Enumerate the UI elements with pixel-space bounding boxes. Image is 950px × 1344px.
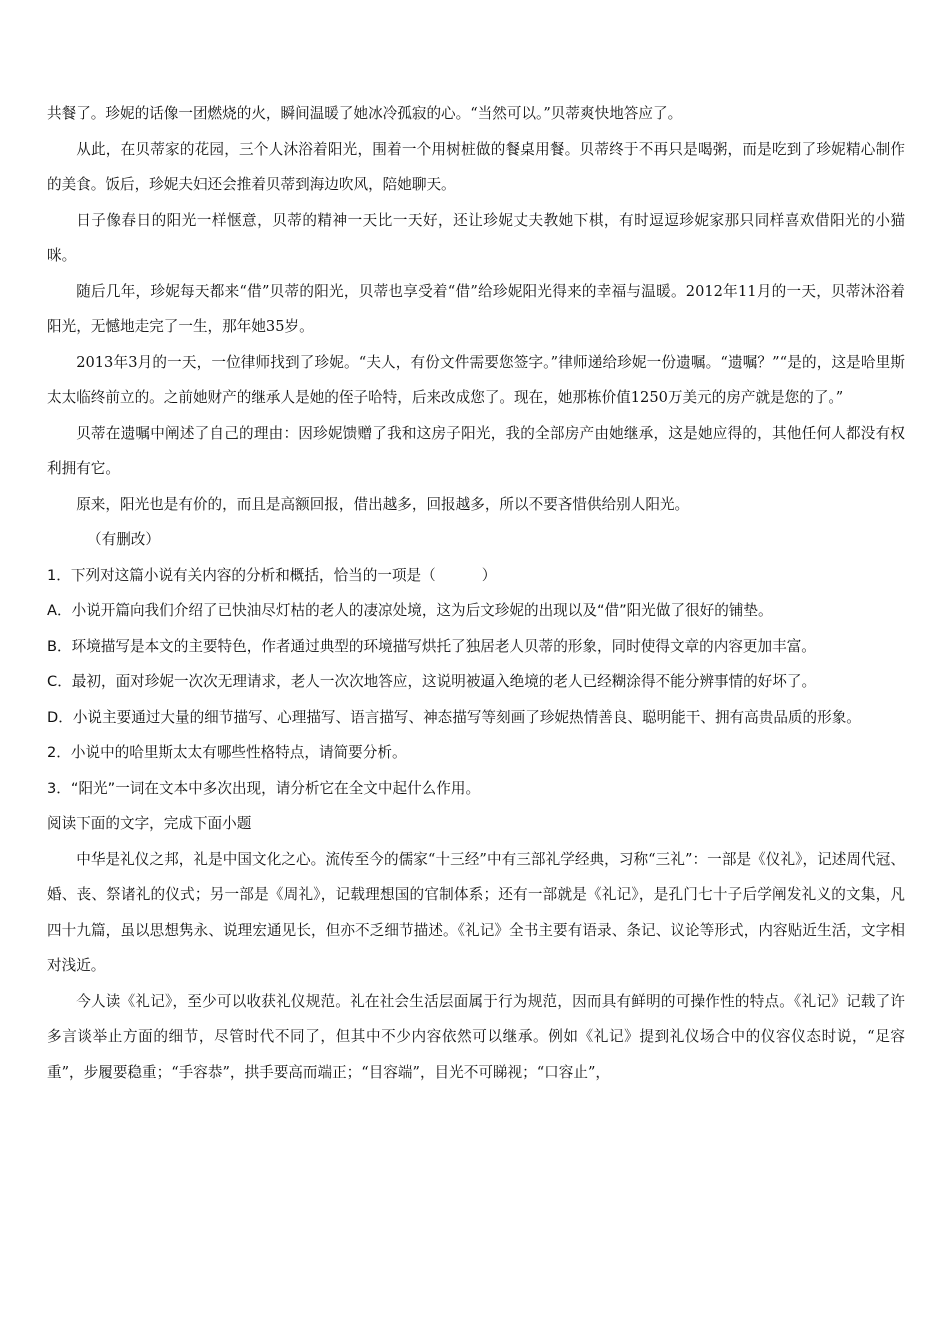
edit-note: （有删改） [87, 531, 160, 548]
story-paragraph: 随后几年，珍妮每天都来“借”贝蒂的阳光，贝蒂也享受着“借”给珍妮阳光得来的幸福与温暖。2012年11月的一天，贝蒂沐浴着阳光，无憾地走完了一生，那年她35岁。 [47, 282, 905, 335]
question-1 [47, 558, 905, 594]
essay-paragraph: 今人读《礼记》，至少可以收获礼仪规范。礼在社会生活层面属于行为规范，因而具有鲜明的可操作性的特点。《礼记》记载了许多言谈举止方面的细节，尽管时代不同了，但其中不少内容依然可以继承。例如《礼记》提到礼仪场合中的仪容仪态时说，“足容重”，步履要稳重；“手容恭”，拱手要高而端正；“目容端”，目光不可睇视；“口容止”， [47, 992, 905, 1081]
option-c: C．最初，面对珍妮一次次无理请求，老人一次次地答应，这说明被逼入绝境的老人已经糊涂得不能分辨事情的好坏了。 [47, 673, 817, 690]
story-paragraph: 2013年3月的一天，一位律师找到了珍妮。“夫人，有份文件需要您签字。”律师递给珍妮一份遗嘱。“遗嘱？”“是的，这是哈里斯太太临终前立的。之前她财产的继承人是她的侄子哈特，后来改成您了。现在，她那栋价值1250万美元的房产就是您的了。” [47, 353, 905, 406]
option-a: A．小说开篇向我们介绍了已快油尽灯枯的老人的凄凉处境，这为后文珍妮的出现以及“借”阳光做了很好的铺垫。 [47, 602, 773, 619]
essay-paragraph: 中华是礼仪之邦，礼是中国文化之心。流传至今的儒家“十三经”中有三部礼学经典，习称“三礼”：一部是《仪礼》，记述周代冠、婚、丧、祭诸礼的仪式；另一部是《周礼》，记载理想国的官制体系；还有一部就是《礼记》，是孔门七十子后学阐发礼义的文集，凡四十九篇，虽以思想隽永、说理宏通见长，但亦不乏细节描述。《礼记》全书主要有语录、条记、议论等形式，内容贴近生活，文字相对浅近。 [47, 850, 905, 974]
question-1-close: ） [481, 566, 497, 584]
reading-instruction: 阅读下面的文字，完成下面小题 [47, 815, 252, 832]
question-3: 3．“阳光”一词在文本中多次出现，请分析它在全文中起什么作用。 [47, 779, 481, 797]
story-paragraph: 贝蒂在遗嘱中阐述了自己的理由：因珍妮馈赠了我和这房子阳光，我的全部房产由她继承，这是她应得的，其他任何人都没有权利拥有它。 [47, 424, 905, 477]
story-paragraph: 原来，阳光也是有价的，而且是高额回报，借出越多，回报越多，所以不要吝惜供给别人阳光。 [76, 495, 690, 513]
story-paragraph: 共餐了。珍妮的话像一团燃烧的火，瞬间温暖了她冰冷孤寂的心。“当然可以。”贝蒂爽快地答应了。 [47, 105, 683, 122]
option-b: B．环境描写是本文的主要特色，作者通过典型的环境描写烘托了独居老人贝蒂的形象，同时使得文章的内容更加丰富。 [47, 637, 816, 655]
document-page [47, 96, 905, 1090]
story-paragraph: 日子像春日的阳光一样惬意，贝蒂的精神一天比一天好，还让珍妮丈夫教她下棋，有时逗逗珍妮家那只同样喜欢借阳光的小猫咪。 [47, 211, 905, 264]
story-paragraph: 从此，在贝蒂家的花园，三个人沐浴着阳光，围着一个用树桩做的餐桌用餐。贝蒂终于不再只是喝粥，而是吃到了珍妮精心制作的美食。饭后，珍妮夫妇还会推着贝蒂到海边吹风，陪她聊天。 [47, 140, 905, 193]
option-d: D．小说主要通过大量的细节描写、心理描写、语言描写、神态描写等刻画了珍妮热情善良、聪明能干、拥有高贵品质的形象。 [47, 708, 861, 726]
question-1-text: 1．下列对这篇小说有关内容的分析和概括，恰当的一项是（ [47, 566, 436, 584]
question-2: 2．小说中的哈里斯太太有哪些性格特点，请简要分析。 [47, 744, 407, 761]
